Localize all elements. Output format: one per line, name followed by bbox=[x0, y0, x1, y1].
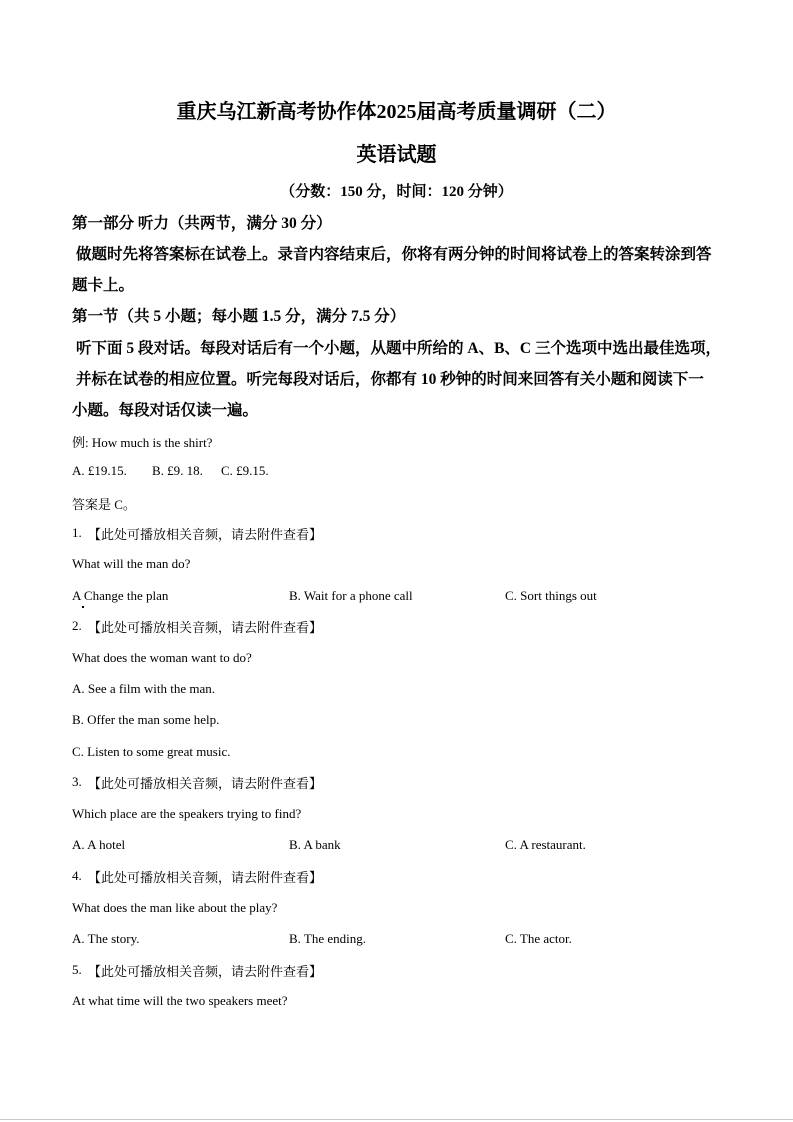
question-number: 3. bbox=[72, 774, 82, 789]
option-c: C. The actor. bbox=[505, 931, 572, 946]
exam-title: 重庆乌江新高考协作体2025届高考质量调研（二） bbox=[176, 101, 617, 123]
page-bottom-rule bbox=[0, 1119, 793, 1120]
example-option-b: B. £9. 18. bbox=[152, 463, 203, 478]
question-number: 5. bbox=[72, 962, 82, 977]
audio-note: 【此处可播放相关音频，请去附件查看】 bbox=[88, 776, 323, 791]
section1-instructions-line2: 并标在试卷的相应位置。听完每段对话后，你都有 10 秒钟的时间来回答有关小题和阅读下一 bbox=[76, 371, 704, 388]
option-b: B. Wait for a phone call bbox=[289, 588, 413, 603]
part1-instructions-line2: 题卡上。 bbox=[72, 277, 135, 294]
question-text: What does the man like about the play? bbox=[72, 900, 278, 915]
question-number: 1. bbox=[72, 525, 82, 540]
audio-note: 【此处可播放相关音频，请去附件查看】 bbox=[88, 964, 323, 979]
example-question: 例: How much is the shirt? bbox=[72, 435, 213, 450]
question-text: At what time will the two speakers meet? bbox=[72, 993, 288, 1008]
example-answer: 答案是 C。 bbox=[72, 497, 136, 512]
example-option-a: A. £19.15. bbox=[72, 463, 127, 478]
question-number: 2. bbox=[72, 618, 82, 633]
option-a: A. See a film with the man. bbox=[72, 681, 215, 696]
audio-note: 【此处可播放相关音频，请去附件查看】 bbox=[88, 527, 323, 542]
question-text: What will the man do? bbox=[72, 556, 191, 571]
question-text: What does the woman want to do? bbox=[72, 650, 252, 665]
option-a: A. A hotel bbox=[72, 837, 126, 852]
question-number: 4. bbox=[72, 868, 82, 883]
subject-title: 英语试题 bbox=[356, 144, 437, 166]
score-time-info: （分数：150 分，时间：120 分钟） bbox=[280, 184, 513, 200]
example-option-c: C. £9.15. bbox=[221, 463, 269, 478]
option-c: C. Sort things out bbox=[505, 588, 597, 603]
section1-instructions-line3: 小题。每段对话仅读一遍。 bbox=[72, 402, 259, 419]
option-b: B. Offer the man some help. bbox=[72, 712, 220, 727]
option-b: B. A bank bbox=[289, 837, 341, 852]
audio-note: 【此处可播放相关音频，请去附件查看】 bbox=[88, 870, 323, 885]
option-c: C. Listen to some great music. bbox=[72, 744, 231, 759]
part1-heading: 第一部分 听力（共两节，满分 30 分） bbox=[72, 215, 332, 232]
section1-heading: 第一节（共 5 小题；每小题 1.5 分，满分 7.5 分） bbox=[72, 308, 406, 325]
question-text: Which place are the speakers trying to find? bbox=[72, 806, 302, 821]
part1-instructions-line1: 做题时先将答案标在试卷上。录音内容结束后，你将有两分钟的时间将试卷上的答案转涂到答 bbox=[76, 246, 712, 263]
section1-instructions-line1: 听下面 5 段对话。每段对话后有一个小题，从题中所给的 A、B、C 三个选项中选出最佳选项， bbox=[76, 340, 721, 357]
option-a: A. The story. bbox=[72, 931, 140, 946]
option-c: C. A restaurant. bbox=[505, 837, 586, 852]
option-b: B. The ending. bbox=[289, 931, 367, 946]
option-a: A Change the plan bbox=[72, 588, 169, 603]
stray-dot bbox=[82, 606, 84, 608]
audio-note: 【此处可播放相关音频，请去附件查看】 bbox=[88, 620, 323, 635]
